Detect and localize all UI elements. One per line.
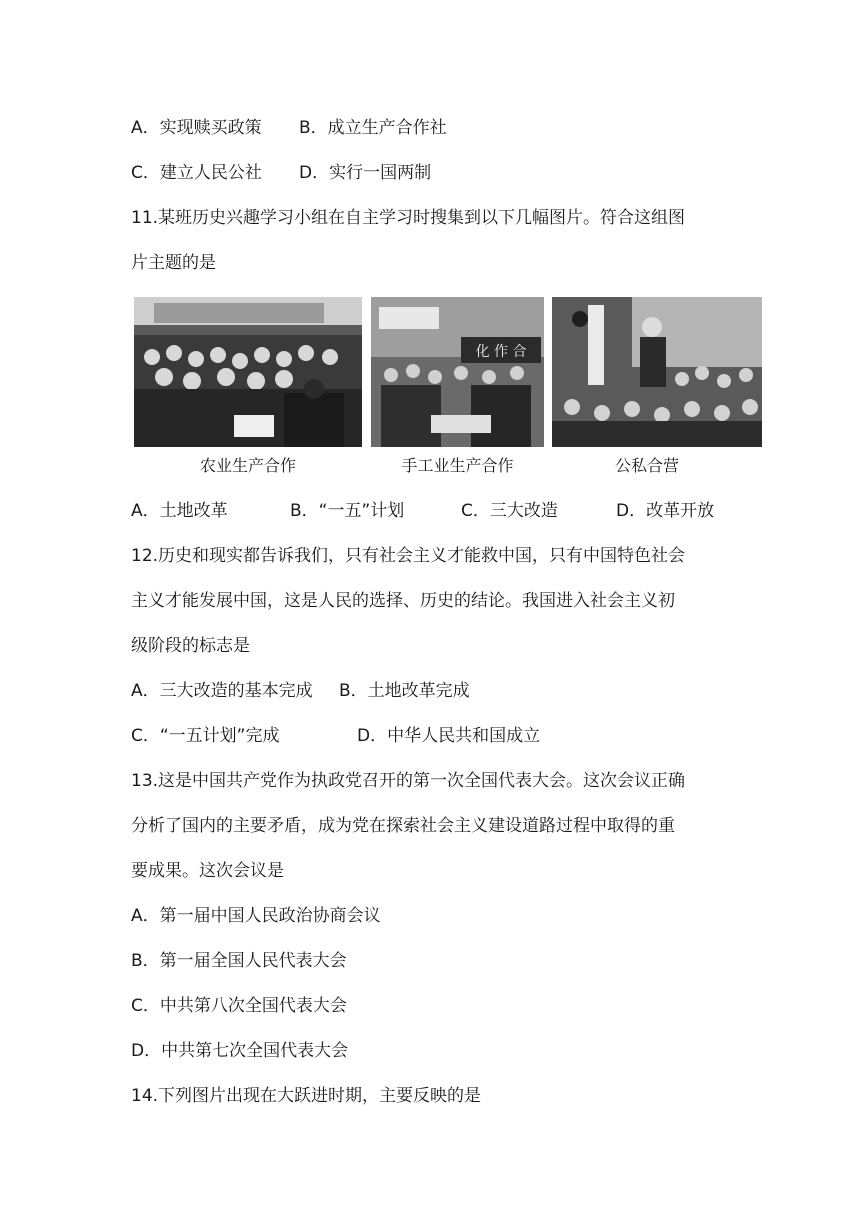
q11-option-c: C．三大改造 [461, 501, 558, 521]
q13-option-a: A．第一届中国人民政治协商会议 [131, 906, 381, 926]
q11-option-b: B．“一五”计划 [290, 501, 405, 521]
q13-option-d: D．中共第七次全国代表大会 [131, 1041, 349, 1061]
caption-agricultural-cooperation: 农业生产合作 [199, 456, 296, 475]
photo-handicraft-cooperation [371, 297, 544, 447]
q13-option-c: C．中共第八次全国代表大会 [131, 996, 347, 1016]
q13-stem-line-3: 要成果。这次会议是 [131, 861, 284, 881]
q10-option-c: C．建立人民公社 [131, 163, 262, 183]
q14-stem-line-1: 14.下列图片出现在大跃进时期，主要反映的是 [131, 1086, 482, 1106]
q13-stem-line-2: 分析了国内的主要矛盾，成为党在探索社会主义建设道路过程中取得的重 [131, 816, 675, 836]
caption-handicraft-cooperation: 手工业生产合作 [401, 456, 514, 475]
q12-stem-line-2: 主义才能发展中国，这是人民的选择、历史的结论。我国进入社会主义初 [131, 591, 675, 611]
photo-public-private-joint-operation [552, 297, 762, 447]
q12-stem-line-1: 12.历史和现实都告诉我们，只有社会主义才能救中国，只有中国特色社会 [131, 546, 686, 566]
q12-option-a: A．三大改造的基本完成 [131, 681, 313, 701]
q11-stem-line-2: 片主题的是 [131, 253, 216, 273]
q11-option-a: A．土地改革 [131, 501, 228, 521]
q10-option-b: B．成立生产合作社 [299, 118, 447, 138]
q12-option-b: B．土地改革完成 [339, 681, 470, 701]
q11-stem-line-1: 11.某班历史兴趣学习小组在自主学习时搜集到以下几幅图片。符合这组图 [131, 208, 686, 228]
banner-text: 化 作 合 [475, 344, 527, 360]
q12-option-c: C．“一五计划”完成 [131, 726, 280, 746]
photo-agricultural-cooperation [134, 297, 362, 447]
q13-option-b: B．第一届全国人民代表大会 [131, 951, 347, 971]
q10-option-a: A．实现赎买政策 [131, 118, 262, 138]
caption-public-private-joint-operation: 公私合营 [614, 456, 679, 475]
q12-option-d: D．中华人民共和国成立 [357, 726, 541, 746]
q10-option-d: D．实行一国两制 [299, 163, 432, 183]
q13-stem-line-1: 13.这是中国共产党作为执政党召开的第一次全国代表大会。这次会议正确 [131, 771, 686, 791]
q12-stem-line-3: 级阶段的标志是 [131, 636, 250, 656]
q11-option-d: D．改革开放 [616, 501, 715, 521]
